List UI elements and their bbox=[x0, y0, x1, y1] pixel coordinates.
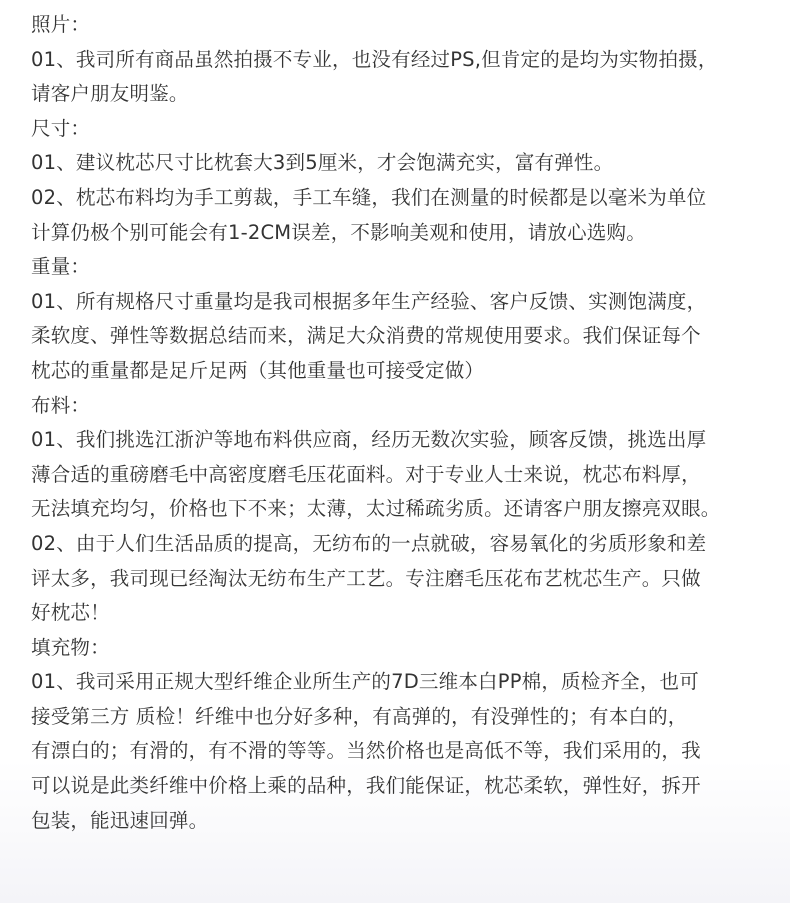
text-line: 可以说是此类纤维中价格上乘的品种，我们能保证，枕芯柔软，弹性好，拆开 bbox=[31, 774, 701, 798]
text-line: 薄合适的重磅磨毛中高密度磨毛压花面料。对于专业人士来说，枕芯布料厚， bbox=[31, 462, 701, 486]
text-line: 02、由于人们生活品质的提高，无纺布的一点就破，容易氧化的劣质形象和差 bbox=[31, 531, 707, 555]
text-line: 好枕芯！ bbox=[31, 601, 110, 625]
section-heading-weight: 重量： bbox=[31, 255, 91, 279]
text-line: 枕芯的重量都是足斤足两（其他重量也可接受定做） bbox=[31, 358, 485, 382]
text-line: 计算仍极个别可能会有1-2CM误差，不影响美观和使用，请放心选购。 bbox=[31, 220, 646, 244]
text-line: 02、枕芯布料均为手工剪裁，手工车缝，我们在测量的时候都是以毫米为单位 bbox=[31, 185, 707, 209]
section-heading-photos: 照片： bbox=[31, 13, 91, 36]
text-line: 01、建议枕芯尺寸比枕套大3到5厘米，才会饱满充实，富有弹性。 bbox=[31, 151, 614, 175]
section-heading-filling: 填充物： bbox=[31, 635, 110, 659]
text-line: 接受第三方 质检！纤维中也分好多种，有高弹的，有没弹性的；有本白的， bbox=[31, 704, 688, 728]
text-line: 请客户朋友明鉴。 bbox=[31, 82, 189, 106]
text-line: 柔软度、弹性等数据总结而来，满足大众消费的常规使用要求。我们保证每个 bbox=[31, 324, 701, 348]
text-line: 有漂白的；有滑的，有不滑的等等。当然价格也是高低不等，我们采用的，我 bbox=[31, 739, 701, 763]
product-description-document bbox=[31, 8, 786, 838]
text-line: 无法填充均匀，价格也下不来；太薄，太过稀疏劣质。还请客户朋友擦亮双眼。 bbox=[31, 497, 721, 521]
text-line: 评太多，我司现已经淘汰无纺布生产工艺。专注磨毛压花布艺枕芯生产。只做 bbox=[31, 566, 701, 590]
text-line: 01、所有规格尺寸重量均是我司根据多年生产经验、客户反馈、实测饱满度， bbox=[31, 289, 707, 313]
text-line: 01、我司所有商品虽然拍摄不专业，也没有经过PS,但肯定的是均为实物拍摄， bbox=[31, 47, 718, 71]
text-line: 01、我们挑选江浙沪等地布料供应商，经历无数次实验，顾客反馈，挑选出厚 bbox=[31, 428, 707, 452]
section-heading-fabric: 布料： bbox=[31, 393, 91, 417]
text-line: 包装，能迅速回弹。 bbox=[31, 808, 209, 832]
section-heading-size: 尺寸： bbox=[31, 116, 91, 140]
text-line: 01、我司采用正规大型纤维企业所生产的7D三维本白PP棉，质检齐全，也可 bbox=[31, 670, 699, 694]
